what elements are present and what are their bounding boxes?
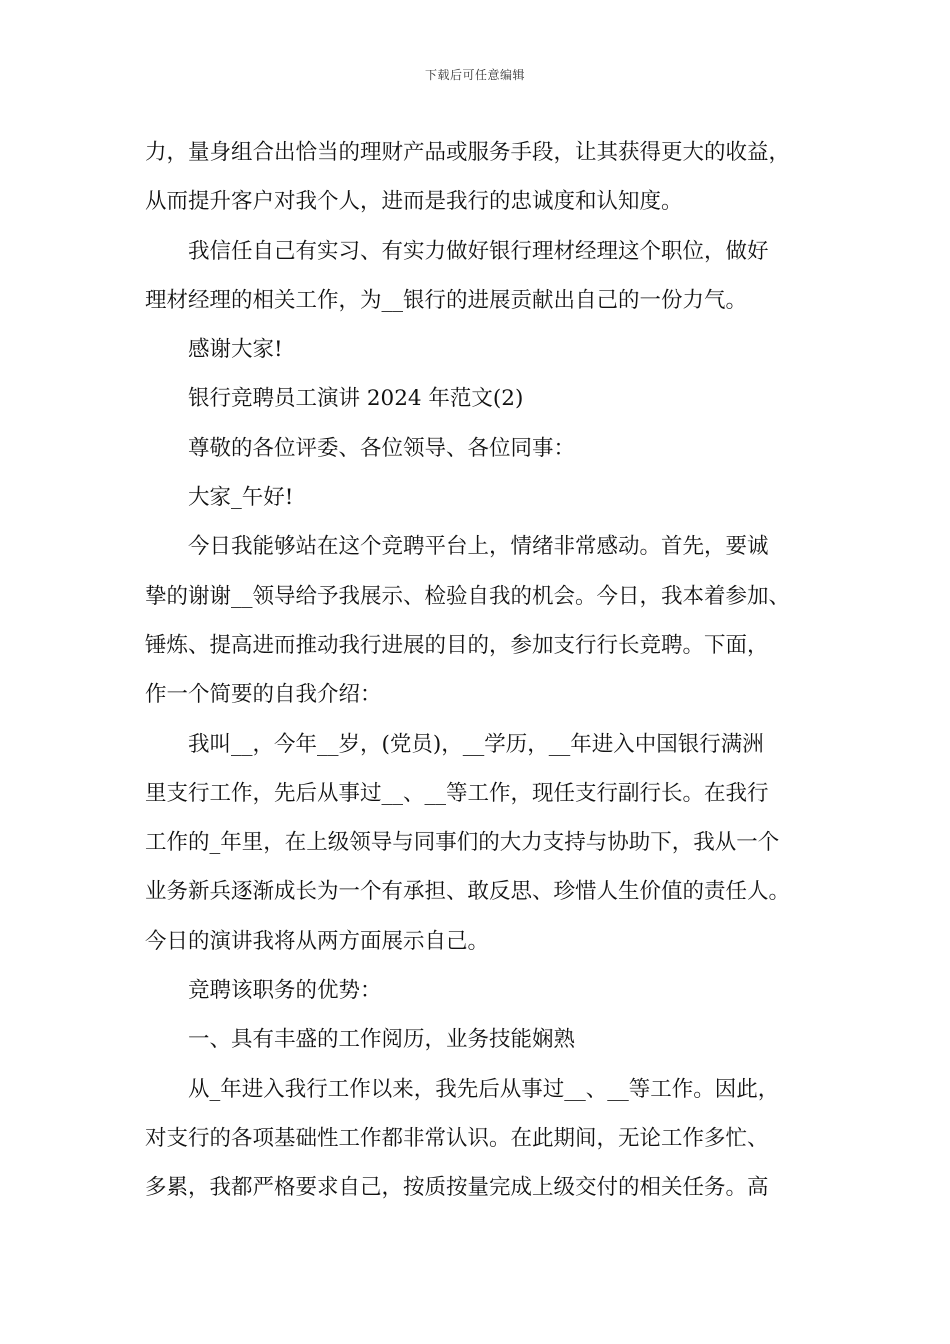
text-line: 挚的谢谢__领导给予我展示、检验自我的机会。今日，我本着参加、 bbox=[145, 583, 791, 609]
section-title: 银行竞聘员工演讲 2024 年范文(2) bbox=[188, 386, 524, 412]
text-line: 里支行工作，先后从事过__、__等工作，现任支行副行长。在我行 bbox=[145, 780, 769, 806]
page-header: 下载后可任意编辑 bbox=[424, 68, 525, 82]
document-body bbox=[145, 128, 810, 1213]
text-line: 锤炼、提高进而推动我行进展的目的，参加支行行长竞聘。下面， bbox=[145, 632, 769, 658]
text-line: 多累，我都严格要求自己，按质按量完成上级交付的相关任务。高 bbox=[145, 1175, 769, 1201]
greeting: 大家_午好! bbox=[188, 485, 294, 511]
text-line: 从而提升客户对我个人，进而是我行的忠诚度和认知度。 bbox=[145, 189, 683, 215]
text-line: 力，量身组合出恰当的理财产品或服务手段，让其获得更大的收益， bbox=[145, 140, 791, 165]
paragraph-start: 我信任自己有实习、有实力做好银行理材经理这个职位，做好 bbox=[188, 238, 769, 264]
text-line: 作一个简要的自我介绍： bbox=[145, 682, 382, 708]
paragraph-start: 今日我能够站在这个竞聘平台上，情绪非常感动。首先，要诚 bbox=[188, 534, 769, 560]
text-line: 业务新兵逐渐成长为一个有承担、敢反思、珍惜人生价值的责任人。 bbox=[145, 879, 791, 905]
text-line: 对支行的各项基础性工作都非常认识。在此期间，无论工作多忙、 bbox=[145, 1125, 769, 1151]
text-line: 今日的演讲我将从两方面展示自己。 bbox=[145, 928, 490, 954]
paragraph-start: 从_年进入我行工作以来，我先后从事过__、__等工作。因此， bbox=[188, 1076, 780, 1102]
text-line: 工作的_年里，在上级领导与同事们的大力支持与协助下，我从一个 bbox=[145, 830, 780, 856]
subheading: 一、具有丰盛的工作阅历，业务技能娴熟 bbox=[188, 1027, 576, 1053]
text-line: 理材经理的相关工作，为__银行的进展贡献出自己的一份力气。 bbox=[145, 287, 748, 313]
paragraph-start: 感谢大家! bbox=[188, 337, 283, 363]
subheading: 竞聘该职务的优势： bbox=[188, 978, 382, 1004]
salutation: 尊敬的各位评委、各位领导、各位同事： bbox=[188, 435, 576, 461]
paragraph-start: 我叫__，今年__岁，(党员)，__学历，__年进入中国银行满洲 bbox=[188, 731, 764, 757]
